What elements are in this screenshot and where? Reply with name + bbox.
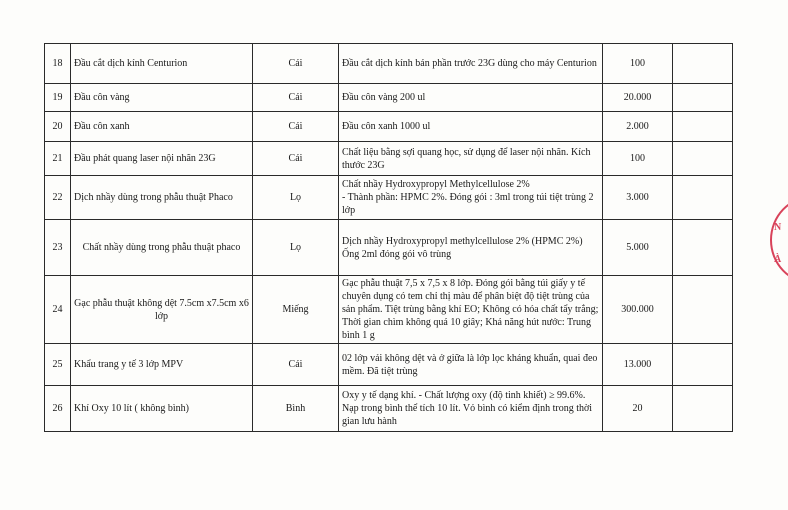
blank-cell — [673, 84, 733, 112]
table-row — [45, 44, 733, 84]
blank-cell — [673, 344, 733, 386]
blank-cell — [673, 386, 733, 432]
row-number: 22 — [45, 176, 71, 220]
blank-cell — [673, 176, 733, 220]
row-number: 23 — [45, 220, 71, 276]
table-row — [45, 112, 733, 142]
unit-cell: Cái — [253, 344, 339, 386]
unit-cell: Cái — [253, 44, 339, 84]
item-name: Đầu phát quang laser nội nhãn 23G — [71, 142, 253, 176]
blank-cell — [673, 220, 733, 276]
item-name: Chất nhầy dùng trong phẫu thuật phaco — [71, 220, 253, 276]
blank-cell — [673, 112, 733, 142]
stamp-ring — [770, 196, 788, 280]
specification-cell: Chất nhầy Hydroxypropyl Methylcellulose 2% - Thành phần: HPMC 2%. Đóng gói : 3ml trong túi tiệt trùng 2 lớp — [339, 176, 603, 220]
quantity-cell: 2.000 — [603, 112, 673, 142]
specification-cell: Đầu côn xanh 1000 ul — [339, 112, 603, 142]
row-number: 24 — [45, 276, 71, 344]
row-number: 26 — [45, 386, 71, 432]
item-name: Gạc phẫu thuật không dệt 7.5cm x7.5cm x6 lớp — [71, 276, 253, 344]
row-number: 19 — [45, 84, 71, 112]
row-number: 20 — [45, 112, 71, 142]
specification-cell: 02 lớp vải không dệt và ở giữa là lớp lọc kháng khuẩn, quai đeo mềm. Đã tiệt trùng — [339, 344, 603, 386]
quantity-cell: 5.000 — [603, 220, 673, 276]
stamp-text-top: N — [774, 222, 782, 233]
quantity-cell: 3.000 — [603, 176, 673, 220]
quantity-cell: 13.000 — [603, 344, 673, 386]
row-number: 25 — [45, 344, 71, 386]
specification-cell: Chất liệu bằng sợi quang học, sử dụng để laser nội nhãn. Kích thước 23G — [339, 142, 603, 176]
item-name: Khẩu trang y tế 3 lớp MPV — [71, 344, 253, 386]
red-seal-stamp — [766, 196, 788, 280]
blank-cell — [673, 142, 733, 176]
item-name: Đầu côn vàng — [71, 84, 253, 112]
item-name: Đầu côn xanh — [71, 112, 253, 142]
row-number: 21 — [45, 142, 71, 176]
unit-cell: Lọ — [253, 176, 339, 220]
table-row — [45, 386, 733, 432]
stamp-text-bottom: À — [774, 254, 782, 265]
quantity-cell: 100 — [603, 44, 673, 84]
unit-cell: Lọ — [253, 220, 339, 276]
specification-cell: Gạc phẫu thuật 7,5 x 7,5 x 8 lớp. Đóng gói bằng túi giấy y tế chuyên dụng có tem chỉ thị màu để phân biệt độ tiệt trùng của sản phẩm. Tiệt trùng bằng khí EO; Không có hóa chất tẩy trắng; Thời gian chìm không quá 10 giây; Khả năng hút nước: Trung bình 1 g — [339, 276, 603, 344]
quantity-cell: 20 — [603, 386, 673, 432]
item-name: Dịch nhầy dùng trong phẫu thuật Phaco — [71, 176, 253, 220]
table-row — [45, 84, 733, 112]
table-row — [45, 276, 733, 344]
item-name: Khí Oxy 10 lít ( không bình) — [71, 386, 253, 432]
table-body — [45, 44, 733, 432]
unit-cell: Cái — [253, 84, 339, 112]
quantity-cell: 300.000 — [603, 276, 673, 344]
specification-cell: Dịch nhầy Hydroxypropyl methylcellulose 2% (HPMC 2%) Ống 2ml đóng gói vô trùng — [339, 220, 603, 276]
unit-cell: Cái — [253, 112, 339, 142]
table-row — [45, 344, 733, 386]
unit-cell: Cái — [253, 142, 339, 176]
table-row — [45, 142, 733, 176]
unit-cell: Miếng — [253, 276, 339, 344]
table-row — [45, 220, 733, 276]
blank-cell — [673, 276, 733, 344]
item-name: Đầu cắt dịch kính Centurion — [71, 44, 253, 84]
quantity-cell: 100 — [603, 142, 673, 176]
specification-cell: Đầu côn vàng 200 ul — [339, 84, 603, 112]
quantity-cell: 20.000 — [603, 84, 673, 112]
table-row — [45, 176, 733, 220]
specification-cell: Đầu cắt dịch kính bán phần trước 23G dùng cho máy Centurion — [339, 44, 603, 84]
unit-cell: Bình — [253, 386, 339, 432]
blank-cell — [673, 44, 733, 84]
specification-cell: Oxy y tế dạng khí. - Chất lượng oxy (độ tinh khiết) ≥ 99.6%. Nạp trong bình thể tích 10 lít. Vỏ bình có kiểm định trong thời gian lưu hành — [339, 386, 603, 432]
row-number: 18 — [45, 44, 71, 84]
supply-table — [44, 43, 733, 432]
